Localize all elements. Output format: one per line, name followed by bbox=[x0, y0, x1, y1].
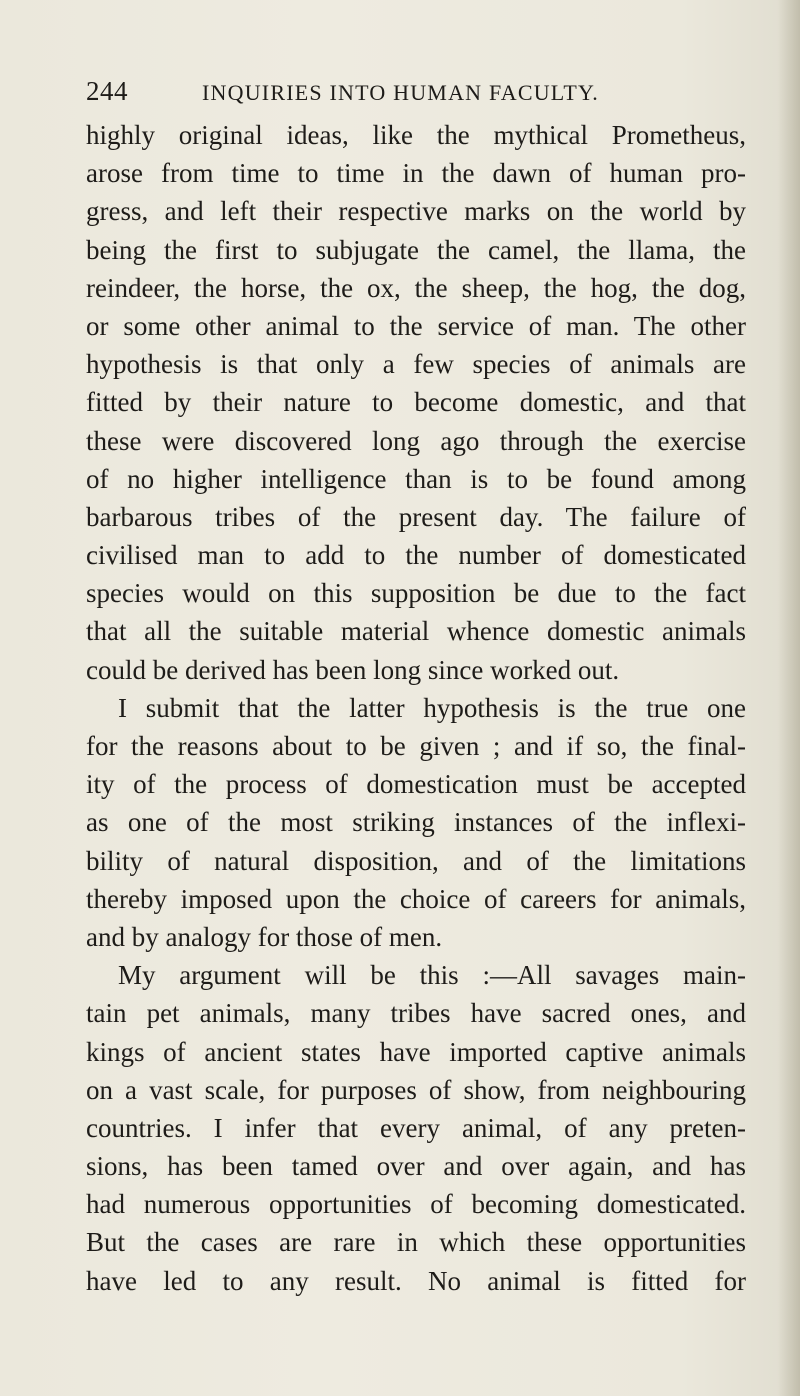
text-line: as one of the most striking instances of the inflexi- bbox=[86, 807, 746, 838]
text-line: kings of ancient states have imported captive animals bbox=[86, 1036, 746, 1067]
text-line: that all the suitable material whence domestic animals bbox=[86, 616, 746, 647]
text-line: on a vast scale, for purposes of show, from neighbouring bbox=[86, 1074, 746, 1105]
text-line: civilised man to add to the number of domesticated bbox=[86, 540, 746, 571]
page-number: 244 bbox=[86, 76, 128, 106]
text-line: had numerous opportunities of becoming domesticated. bbox=[86, 1189, 746, 1220]
text-line: for the reasons about to be given ; and if so, the final- bbox=[86, 731, 746, 761]
body-text bbox=[86, 116, 746, 1300]
page-header bbox=[86, 76, 746, 110]
text-line: hypothesis is that only a few species of animals are bbox=[86, 349, 746, 380]
text-line: and by analogy for those of men. bbox=[86, 921, 443, 952]
text-line: thereby imposed upon the choice of careers for animals, bbox=[86, 883, 746, 914]
paragraph-start-line: My argument will be this :—All savages main- bbox=[118, 960, 746, 991]
paragraph-start-line: I submit that the latter hypothesis is the true one bbox=[118, 692, 746, 723]
text-line: arose from time to time in the dawn of human pro- bbox=[86, 158, 746, 189]
running-title: INQUIRIES INTO HUMAN FACULTY. bbox=[202, 80, 600, 105]
text-line: species would on this supposition be due to the fact bbox=[86, 578, 746, 609]
text-line: highly original ideas, like the mythical Prometheus, bbox=[86, 120, 746, 150]
text-line: countries. I infer that every animal, of any preten- bbox=[86, 1112, 746, 1143]
text-line: reindeer, the horse, the ox, the sheep, the hog, the dog, bbox=[86, 272, 746, 303]
text-line: being the first to subjugate the camel, the llama, the bbox=[86, 234, 746, 265]
text-line: fitted by their nature to become domestic, and that bbox=[86, 387, 746, 418]
text-line: ity of the process of domestication must be accepted bbox=[86, 769, 746, 800]
text-line: barbarous tribes of the present day. The failure of bbox=[86, 501, 746, 532]
text-line: these were discovered long ago through the exercise bbox=[86, 425, 746, 456]
text-line: or some other animal to the service of man. The other bbox=[86, 310, 746, 341]
text-line: have led to any result. No animal is fitted for bbox=[86, 1265, 746, 1296]
text-line: bility of natural disposition, and of the limitations bbox=[86, 845, 746, 876]
text-line: could be derived has been long since worked out. bbox=[86, 654, 620, 685]
page-edge-shadow bbox=[778, 0, 800, 1396]
text-line: But the cases are rare in which these opportunities bbox=[86, 1227, 746, 1258]
text-line: tain pet animals, many tribes have sacred ones, and bbox=[86, 998, 746, 1029]
text-line: sions, has been tamed over and over again, and has bbox=[86, 1151, 746, 1182]
text-line: of no higher intelligence than is to be found among bbox=[86, 463, 746, 494]
text-line: gress, and left their respective marks on the world by bbox=[86, 196, 746, 227]
